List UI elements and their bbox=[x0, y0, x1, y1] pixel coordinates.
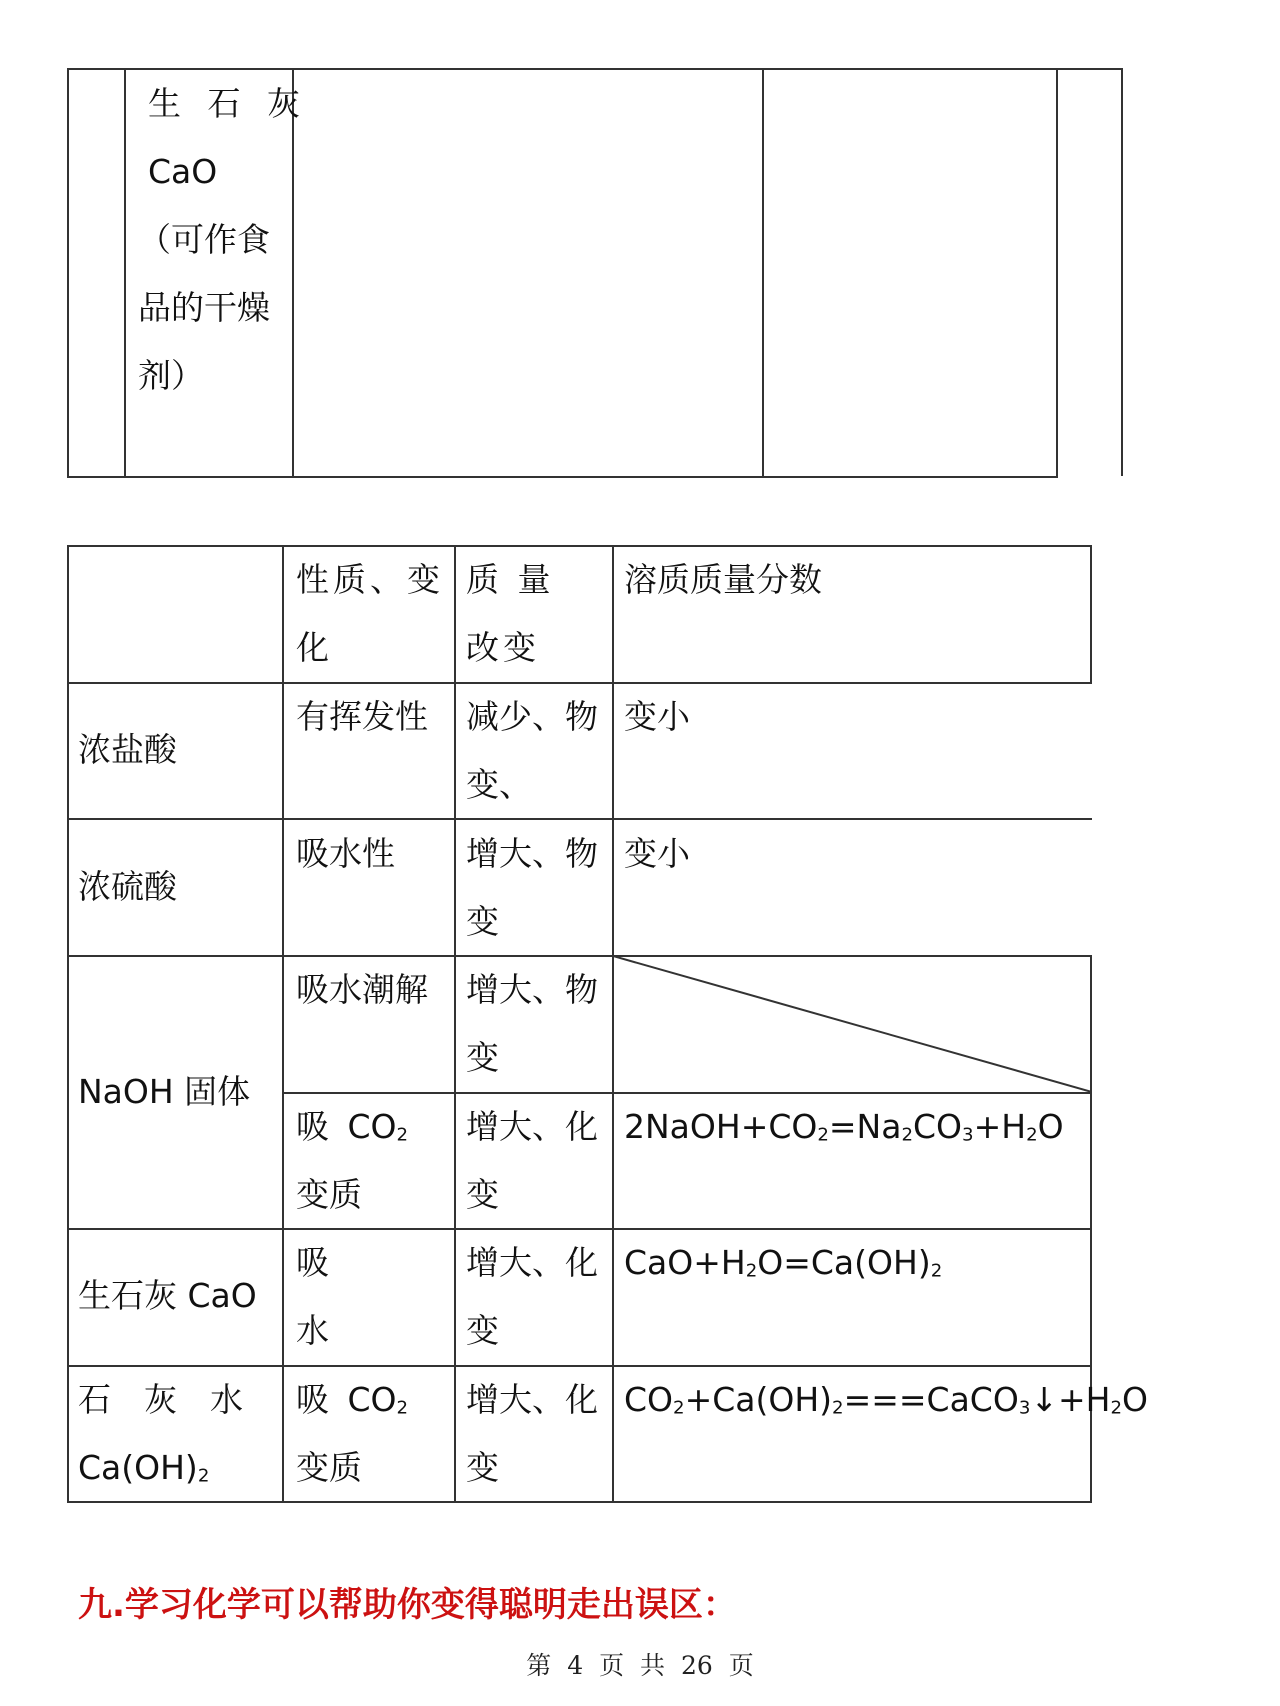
table2-col-line bbox=[454, 545, 456, 1503]
fraction-text: 变小 bbox=[624, 834, 690, 873]
header-fraction: 溶质质量分数 bbox=[624, 560, 822, 599]
mass-change-text: 增大、化变 bbox=[466, 1243, 598, 1350]
table1-col-line bbox=[1056, 68, 1058, 478]
mass-change-text: 增大、物变 bbox=[466, 970, 598, 1077]
table1-col-line bbox=[1121, 68, 1123, 476]
mass-change-text: 减少、物变、 bbox=[466, 697, 598, 804]
table1-col-line bbox=[124, 68, 126, 478]
table1-col-line bbox=[67, 68, 69, 478]
table2-col-line bbox=[67, 545, 69, 1503]
cell-text: 剂） bbox=[138, 356, 204, 395]
substance-label: NaOH 固体 bbox=[78, 1072, 251, 1111]
mass-change-text: 增大、化变 bbox=[466, 1107, 598, 1214]
cell-text: CaO bbox=[148, 152, 218, 191]
property-text: 有挥发性 bbox=[296, 697, 428, 736]
mass-change-text: 增大、化变 bbox=[466, 1380, 598, 1487]
cell-text: 生 石 灰 bbox=[148, 84, 308, 123]
cell-text: （可作食 bbox=[138, 220, 270, 259]
property-text: 吸水 bbox=[296, 1243, 329, 1350]
header-mass: 质 量 改变 bbox=[466, 560, 555, 667]
property-text: 吸 $CO_2$ 变质 bbox=[296, 1380, 409, 1487]
property-text: 吸 $CO_2$ 变质 bbox=[296, 1107, 409, 1214]
fraction-text: 变小 bbox=[624, 697, 690, 736]
page-footer: 第 4 页 共 26 页 bbox=[526, 1651, 754, 1680]
cell-text: 品的干燥 bbox=[138, 288, 270, 327]
mass-change-text: 增大、物变 bbox=[466, 834, 598, 941]
property-text: 吸水性 bbox=[296, 834, 395, 873]
reaction-equation: $CO_2+Ca(OH)_2===CaCO_3↓+H_2O$ bbox=[624, 1380, 1149, 1419]
substance-label: 石 灰 水 $Ca(OH)_2$ bbox=[78, 1380, 243, 1487]
reaction-equation: $2NaOH+CO_2=Na_2CO_3+H_2O$ bbox=[624, 1107, 1064, 1146]
substance-label: 生石灰 CaO bbox=[78, 1276, 257, 1315]
section-heading: 九.学习化学可以帮助你变得聪明走出误区： bbox=[78, 1585, 737, 1625]
substance-label: 浓硫酸 bbox=[78, 867, 177, 906]
table1-bottom-border bbox=[67, 476, 1057, 478]
table2-col-line bbox=[1090, 545, 1092, 683]
header-property: 性质、变化 bbox=[296, 560, 444, 667]
table2-col-line bbox=[282, 545, 284, 1503]
reaction-equation: $CaO+H_2O=Ca(OH)_2$ bbox=[624, 1243, 943, 1282]
substance-label: 浓盐酸 bbox=[78, 730, 177, 769]
diagonal-slash bbox=[613, 955, 1092, 1093]
property-text: 吸水潮解 bbox=[296, 970, 428, 1009]
table1-col-line bbox=[762, 68, 764, 478]
